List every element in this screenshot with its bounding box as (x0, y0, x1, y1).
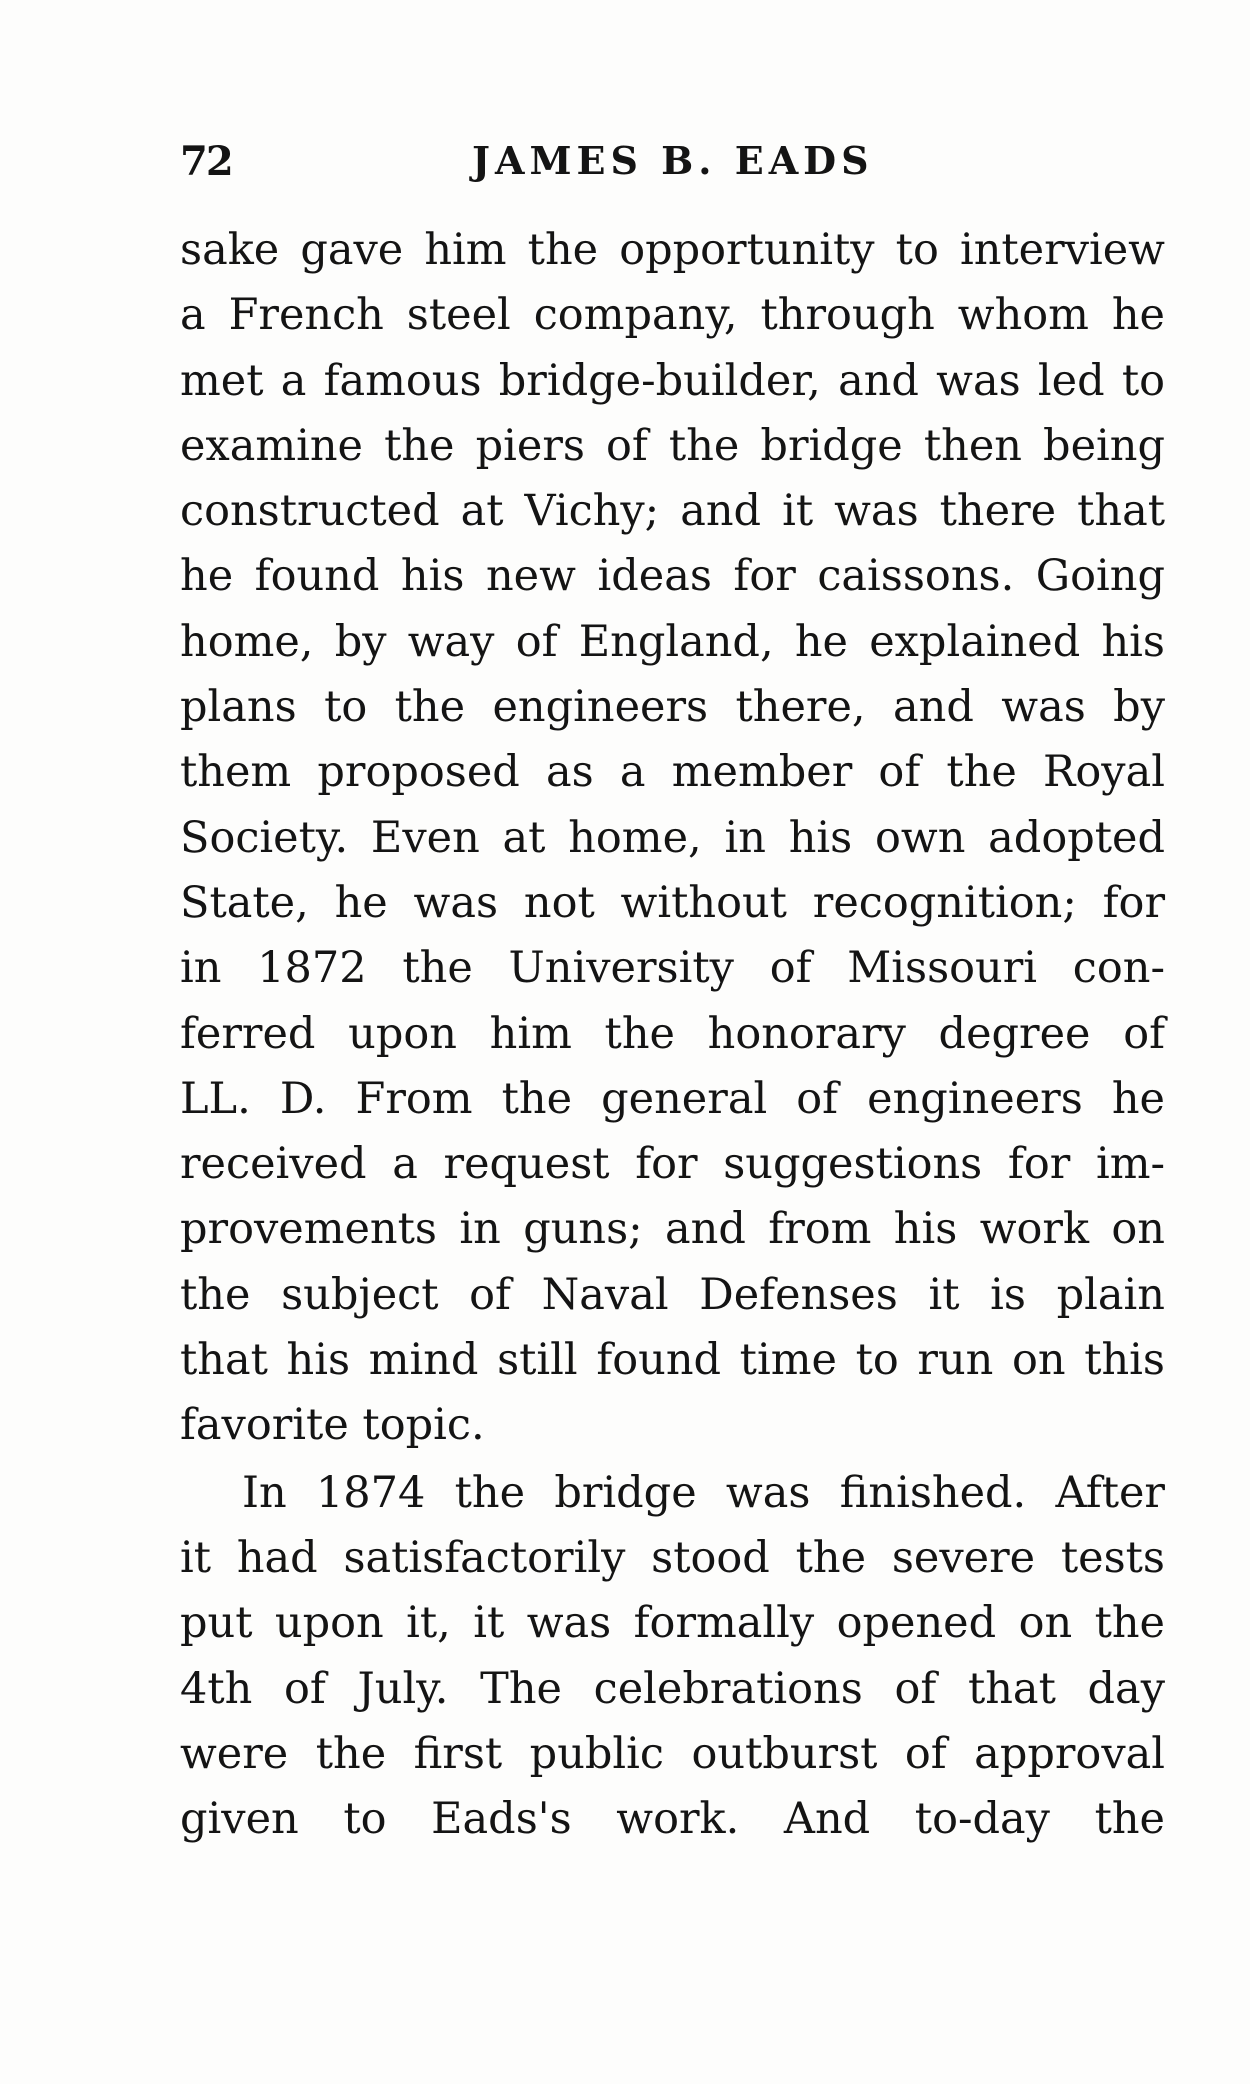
paragraph-2 (180, 1461, 1165, 1853)
paragraph-1 (180, 218, 1165, 1459)
text-line: the subject of Naval Defenses it is plain (180, 1269, 1165, 1320)
text-line: received a request for suggestions for im- (180, 1139, 1165, 1190)
text-line: them proposed as a member of the Royal (180, 747, 1165, 798)
text-line: State, he was not without recognition; for (180, 877, 1165, 928)
text-line: 4th of July. The celebrations of that day (180, 1663, 1165, 1714)
text-line: examine the piers of the bridge then being (180, 420, 1165, 471)
text-line: plans to the engineers there, and was by (180, 682, 1165, 733)
text-line: met a famous bridge-builder, and was led to (180, 355, 1165, 406)
text-line: In 1874 the bridge was finished. After (242, 1467, 1165, 1518)
text-line: put upon it, it was formally opened on the (180, 1598, 1165, 1649)
text-line: LL. D. From the general of engineers he (180, 1073, 1165, 1124)
running-title: JAMES B. EADS (472, 138, 874, 183)
text-line: it had satisfactorily stood the severe tests (180, 1532, 1165, 1583)
page-number: 72 (180, 138, 232, 185)
running-head (180, 138, 1165, 198)
text-line: given to Eads's work. And to-day the (180, 1794, 1165, 1845)
text-line: constructed at Vichy; and it was there that (180, 486, 1165, 537)
text-line: were the first public outburst of approval (180, 1728, 1165, 1779)
text-line: favorite topic. (180, 1400, 485, 1451)
text-line: Society. Even at home, in his own adopted (180, 812, 1165, 863)
body-text (180, 218, 1165, 1852)
text-line: sake gave him the opportunity to interview (180, 225, 1165, 275)
text-line: home, by way of England, he explained his (180, 616, 1165, 667)
text-line: ferred upon him the honorary degree of (180, 1008, 1165, 1059)
text-line: provements in guns; and from his work on (180, 1204, 1165, 1255)
text-line: in 1872 the University of Missouri con- (180, 943, 1165, 994)
text-line: he found his new ideas for caissons. Going (180, 551, 1165, 602)
text-line: a French steel company, through whom he (180, 290, 1165, 341)
text-line: that his mind still found time to run on this (180, 1335, 1165, 1386)
